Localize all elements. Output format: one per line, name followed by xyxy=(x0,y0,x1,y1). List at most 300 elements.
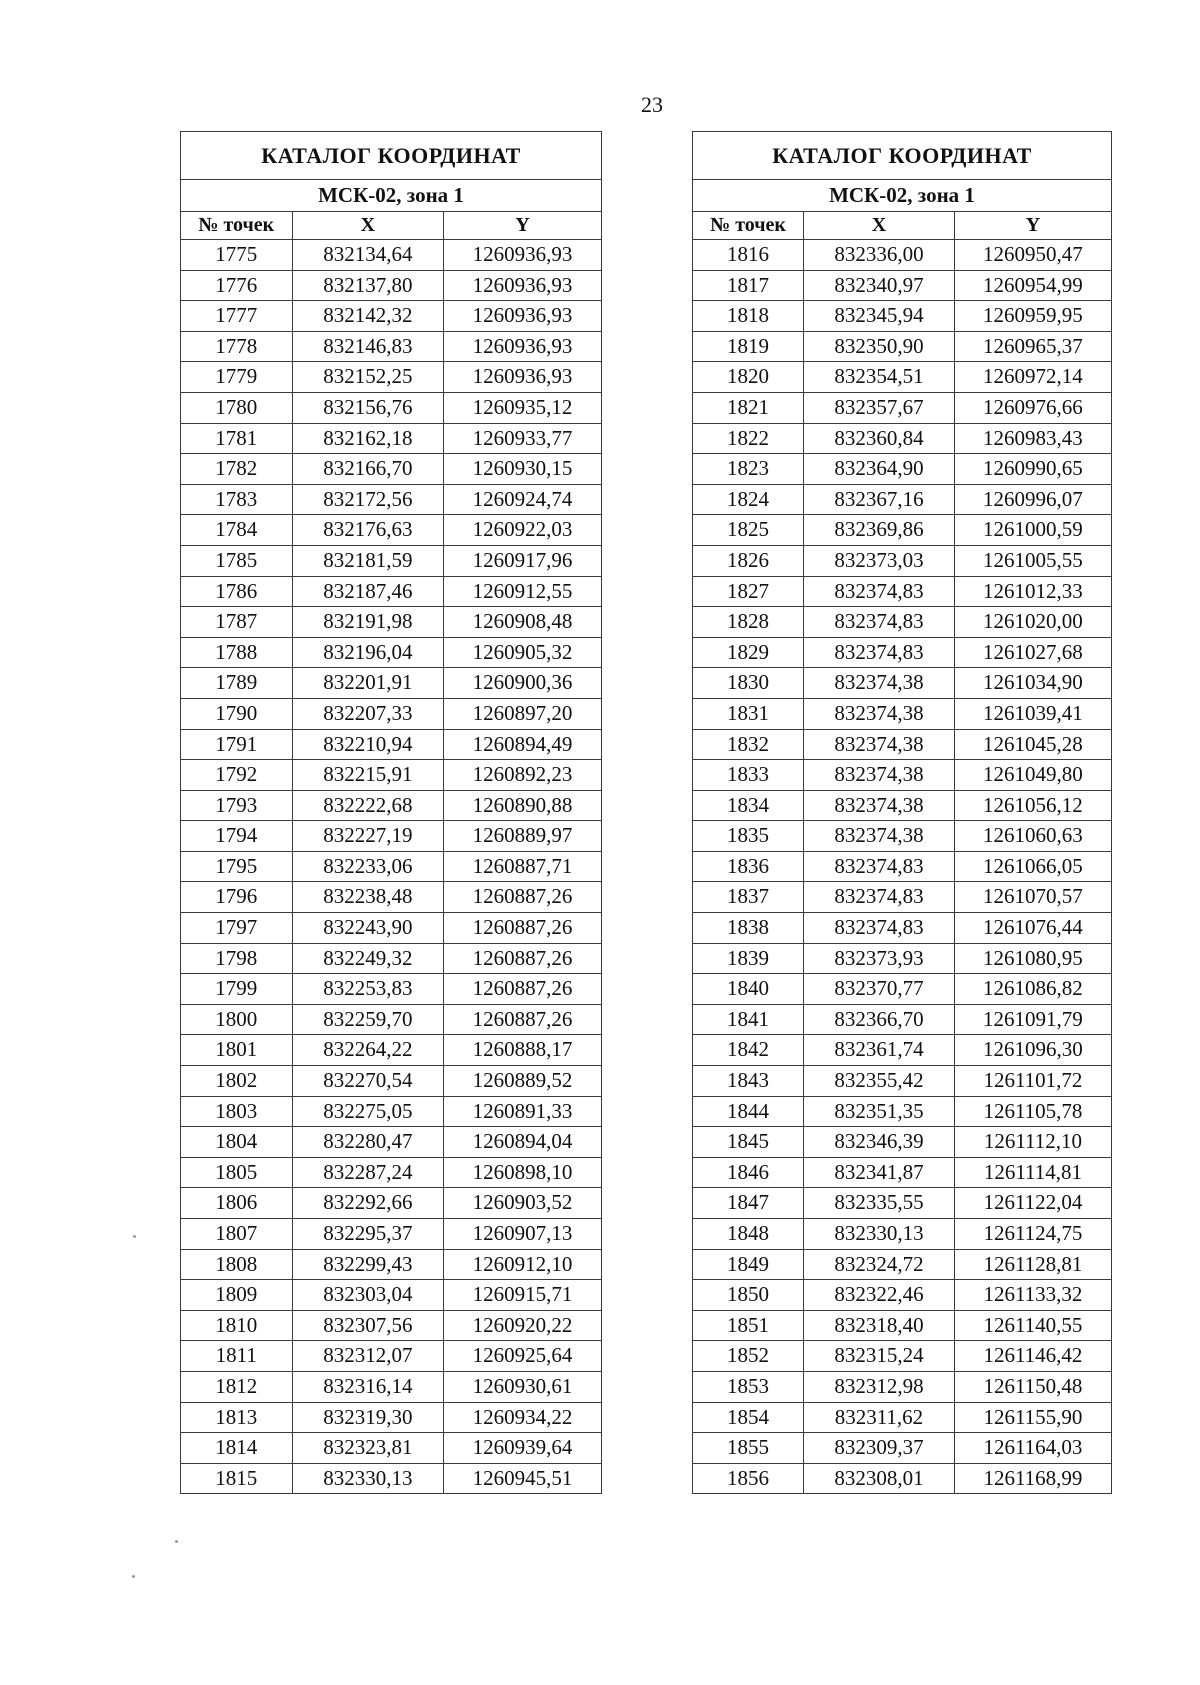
y-coordinate-cell: 1261112,10 xyxy=(954,1127,1111,1158)
x-coordinate-cell: 832330,13 xyxy=(292,1463,444,1494)
x-coordinate-cell: 832374,38 xyxy=(804,821,955,852)
point-number-cell: 1798 xyxy=(181,943,293,974)
table-row xyxy=(181,821,602,852)
table-row xyxy=(181,1004,602,1035)
x-coordinate-cell: 832355,42 xyxy=(804,1066,955,1097)
x-coordinate-cell: 832324,72 xyxy=(804,1249,955,1280)
table-row xyxy=(693,515,1112,546)
table-row xyxy=(693,637,1112,668)
y-coordinate-cell: 1260959,95 xyxy=(954,301,1111,332)
table-row xyxy=(693,974,1112,1005)
point-number-cell: 1828 xyxy=(693,607,804,638)
y-coordinate-cell: 1260939,64 xyxy=(444,1433,602,1464)
x-coordinate-cell: 832196,04 xyxy=(292,637,444,668)
point-number-cell: 1843 xyxy=(693,1066,804,1097)
table-row xyxy=(181,240,602,271)
table-row xyxy=(181,484,602,515)
x-coordinate-cell: 832280,47 xyxy=(292,1127,444,1158)
column-header-x: X xyxy=(292,212,444,240)
coordinate-system-label: МСК-02, зона 1 xyxy=(693,180,1112,212)
point-number-cell: 1794 xyxy=(181,821,293,852)
point-number-cell: 1782 xyxy=(181,454,293,485)
point-number-cell: 1824 xyxy=(693,484,804,515)
y-coordinate-cell: 1260965,37 xyxy=(954,331,1111,362)
table-row xyxy=(693,576,1112,607)
table-row xyxy=(693,362,1112,393)
table-row xyxy=(693,1219,1112,1250)
coordinate-system-label: МСК-02, зона 1 xyxy=(181,180,602,212)
table-row xyxy=(181,1402,602,1433)
table-row xyxy=(693,729,1112,760)
y-coordinate-cell: 1260892,23 xyxy=(444,760,602,791)
point-number-cell: 1793 xyxy=(181,790,293,821)
table-row xyxy=(181,974,602,1005)
table-row xyxy=(693,240,1112,271)
table-row xyxy=(181,1371,602,1402)
left-coordinate-catalog xyxy=(180,131,602,1494)
scan-speck xyxy=(132,1575,135,1578)
table-title-row xyxy=(693,132,1112,180)
table-row xyxy=(181,1463,602,1494)
point-number-cell: 1804 xyxy=(181,1127,293,1158)
x-coordinate-cell: 832335,55 xyxy=(804,1188,955,1219)
point-number-cell: 1819 xyxy=(693,331,804,362)
point-number-cell: 1790 xyxy=(181,698,293,729)
x-coordinate-cell: 832367,16 xyxy=(804,484,955,515)
table-row xyxy=(181,943,602,974)
x-coordinate-cell: 832215,91 xyxy=(292,760,444,791)
y-coordinate-cell: 1260954,99 xyxy=(954,270,1111,301)
x-coordinate-cell: 832166,70 xyxy=(292,454,444,485)
x-coordinate-cell: 832137,80 xyxy=(292,270,444,301)
y-coordinate-cell: 1260897,20 xyxy=(444,698,602,729)
coordinate-table-left xyxy=(180,131,602,1494)
point-number-cell: 1805 xyxy=(181,1157,293,1188)
x-coordinate-cell: 832350,90 xyxy=(804,331,955,362)
table-row xyxy=(181,392,602,423)
table-row xyxy=(693,270,1112,301)
table-row xyxy=(181,1433,602,1464)
x-coordinate-cell: 832340,97 xyxy=(804,270,955,301)
point-number-cell: 1786 xyxy=(181,576,293,607)
x-coordinate-cell: 832316,14 xyxy=(292,1371,444,1402)
y-coordinate-cell: 1260908,48 xyxy=(444,607,602,638)
table-row xyxy=(181,331,602,362)
y-coordinate-cell: 1261122,04 xyxy=(954,1188,1111,1219)
table-row xyxy=(693,882,1112,913)
x-coordinate-cell: 832207,33 xyxy=(292,698,444,729)
x-coordinate-cell: 832299,43 xyxy=(292,1249,444,1280)
y-coordinate-cell: 1261105,78 xyxy=(954,1096,1111,1127)
scan-speck xyxy=(133,1235,136,1238)
table-row xyxy=(181,454,602,485)
table-row xyxy=(181,1127,602,1158)
column-header-y: Y xyxy=(444,212,602,240)
x-coordinate-cell: 832323,81 xyxy=(292,1433,444,1464)
y-coordinate-cell: 1260996,07 xyxy=(954,484,1111,515)
y-coordinate-cell: 1260972,14 xyxy=(954,362,1111,393)
y-coordinate-cell: 1260922,03 xyxy=(444,515,602,546)
x-coordinate-cell: 832374,38 xyxy=(804,698,955,729)
point-number-cell: 1779 xyxy=(181,362,293,393)
table-row xyxy=(181,882,602,913)
y-coordinate-cell: 1260912,55 xyxy=(444,576,602,607)
y-coordinate-cell: 1261091,79 xyxy=(954,1004,1111,1035)
point-number-cell: 1847 xyxy=(693,1188,804,1219)
table-title: КАТАЛОГ КООРДИНАТ xyxy=(693,132,1112,180)
x-coordinate-cell: 832369,86 xyxy=(804,515,955,546)
point-number-cell: 1855 xyxy=(693,1433,804,1464)
y-coordinate-cell: 1260900,36 xyxy=(444,668,602,699)
x-coordinate-cell: 832259,70 xyxy=(292,1004,444,1035)
point-number-cell: 1796 xyxy=(181,882,293,913)
table-row xyxy=(181,576,602,607)
point-number-cell: 1856 xyxy=(693,1463,804,1494)
y-coordinate-cell: 1260887,26 xyxy=(444,1004,602,1035)
table-subtitle-row xyxy=(693,180,1112,212)
x-coordinate-cell: 832312,07 xyxy=(292,1341,444,1372)
y-coordinate-cell: 1260887,71 xyxy=(444,851,602,882)
x-coordinate-cell: 832233,06 xyxy=(292,851,444,882)
x-coordinate-cell: 832249,32 xyxy=(292,943,444,974)
x-coordinate-cell: 832309,37 xyxy=(804,1433,955,1464)
point-number-cell: 1837 xyxy=(693,882,804,913)
table-row xyxy=(181,851,602,882)
x-coordinate-cell: 832210,94 xyxy=(292,729,444,760)
y-coordinate-cell: 1261039,41 xyxy=(954,698,1111,729)
table-row xyxy=(181,1280,602,1311)
table-subtitle-row xyxy=(181,180,602,212)
table-row xyxy=(181,423,602,454)
y-coordinate-cell: 1260903,52 xyxy=(444,1188,602,1219)
table-row xyxy=(693,851,1112,882)
point-number-cell: 1792 xyxy=(181,760,293,791)
y-coordinate-cell: 1261101,72 xyxy=(954,1066,1111,1097)
point-number-cell: 1810 xyxy=(181,1310,293,1341)
point-number-cell: 1850 xyxy=(693,1280,804,1311)
table-row xyxy=(181,698,602,729)
x-coordinate-cell: 832308,01 xyxy=(804,1463,955,1494)
y-coordinate-cell: 1261164,03 xyxy=(954,1433,1111,1464)
x-coordinate-cell: 832292,66 xyxy=(292,1188,444,1219)
x-coordinate-cell: 832373,93 xyxy=(804,943,955,974)
point-number-cell: 1800 xyxy=(181,1004,293,1035)
x-coordinate-cell: 832311,62 xyxy=(804,1402,955,1433)
point-number-cell: 1783 xyxy=(181,484,293,515)
y-coordinate-cell: 1261096,30 xyxy=(954,1035,1111,1066)
table-row xyxy=(181,668,602,699)
x-coordinate-cell: 832374,38 xyxy=(804,668,955,699)
x-coordinate-cell: 832191,98 xyxy=(292,607,444,638)
y-coordinate-cell: 1261146,42 xyxy=(954,1341,1111,1372)
coordinate-table-right xyxy=(692,131,1112,1494)
point-number-cell: 1801 xyxy=(181,1035,293,1066)
table-row xyxy=(693,1433,1112,1464)
point-number-cell: 1778 xyxy=(181,331,293,362)
y-coordinate-cell: 1260887,26 xyxy=(444,882,602,913)
y-coordinate-cell: 1261086,82 xyxy=(954,974,1111,1005)
point-number-cell: 1813 xyxy=(181,1402,293,1433)
point-number-cell: 1797 xyxy=(181,913,293,944)
x-coordinate-cell: 832322,46 xyxy=(804,1280,955,1311)
x-coordinate-cell: 832152,25 xyxy=(292,362,444,393)
page-number: 23 xyxy=(641,92,663,117)
table-row xyxy=(181,301,602,332)
point-number-cell: 1831 xyxy=(693,698,804,729)
y-coordinate-cell: 1261076,44 xyxy=(954,913,1111,944)
x-coordinate-cell: 832172,56 xyxy=(292,484,444,515)
table-row xyxy=(181,545,602,576)
table-row xyxy=(693,392,1112,423)
x-coordinate-cell: 832227,19 xyxy=(292,821,444,852)
point-number-cell: 1785 xyxy=(181,545,293,576)
x-coordinate-cell: 832374,38 xyxy=(804,729,955,760)
y-coordinate-cell: 1261056,12 xyxy=(954,790,1111,821)
point-number-cell: 1803 xyxy=(181,1096,293,1127)
point-number-cell: 1842 xyxy=(693,1035,804,1066)
y-coordinate-cell: 1261155,90 xyxy=(954,1402,1111,1433)
x-coordinate-cell: 832374,83 xyxy=(804,913,955,944)
table-row xyxy=(693,913,1112,944)
y-coordinate-cell: 1260917,96 xyxy=(444,545,602,576)
x-coordinate-cell: 832364,90 xyxy=(804,454,955,485)
table-row xyxy=(693,760,1112,791)
table-row xyxy=(693,790,1112,821)
column-header-x: X xyxy=(804,212,955,240)
x-coordinate-cell: 832351,35 xyxy=(804,1096,955,1127)
table-row xyxy=(693,1157,1112,1188)
point-number-cell: 1777 xyxy=(181,301,293,332)
column-header-row xyxy=(693,212,1112,240)
x-coordinate-cell: 832374,83 xyxy=(804,851,955,882)
point-number-cell: 1846 xyxy=(693,1157,804,1188)
x-coordinate-cell: 832187,46 xyxy=(292,576,444,607)
point-number-cell: 1809 xyxy=(181,1280,293,1311)
point-number-cell: 1825 xyxy=(693,515,804,546)
x-coordinate-cell: 832374,38 xyxy=(804,760,955,791)
y-coordinate-cell: 1260915,71 xyxy=(444,1280,602,1311)
table-title-row xyxy=(181,132,602,180)
y-coordinate-cell: 1260894,49 xyxy=(444,729,602,760)
scan-speck xyxy=(175,1540,178,1543)
y-coordinate-cell: 1261027,68 xyxy=(954,637,1111,668)
point-number-cell: 1791 xyxy=(181,729,293,760)
point-number-cell: 1827 xyxy=(693,576,804,607)
table-row xyxy=(693,698,1112,729)
y-coordinate-cell: 1260933,77 xyxy=(444,423,602,454)
point-number-cell: 1817 xyxy=(693,270,804,301)
x-coordinate-cell: 832360,84 xyxy=(804,423,955,454)
point-number-cell: 1844 xyxy=(693,1096,804,1127)
table-row xyxy=(693,1004,1112,1035)
x-coordinate-cell: 832243,90 xyxy=(292,913,444,944)
point-number-cell: 1795 xyxy=(181,851,293,882)
y-coordinate-cell: 1261045,28 xyxy=(954,729,1111,760)
y-coordinate-cell: 1260912,10 xyxy=(444,1249,602,1280)
y-coordinate-cell: 1261034,90 xyxy=(954,668,1111,699)
table-row xyxy=(181,1157,602,1188)
point-number-cell: 1812 xyxy=(181,1371,293,1402)
column-header-point-number: № точек xyxy=(693,212,804,240)
y-coordinate-cell: 1260934,22 xyxy=(444,1402,602,1433)
point-number-cell: 1836 xyxy=(693,851,804,882)
table-row xyxy=(181,607,602,638)
point-number-cell: 1830 xyxy=(693,668,804,699)
point-number-cell: 1799 xyxy=(181,974,293,1005)
y-coordinate-cell: 1261133,32 xyxy=(954,1280,1111,1311)
point-number-cell: 1840 xyxy=(693,974,804,1005)
y-coordinate-cell: 1260945,51 xyxy=(444,1463,602,1494)
x-coordinate-cell: 832222,68 xyxy=(292,790,444,821)
table-row xyxy=(181,1310,602,1341)
table-row xyxy=(693,1280,1112,1311)
table-row xyxy=(181,362,602,393)
table-row xyxy=(693,821,1112,852)
point-number-cell: 1833 xyxy=(693,760,804,791)
table-row xyxy=(693,1341,1112,1372)
x-coordinate-cell: 832366,70 xyxy=(804,1004,955,1035)
point-number-cell: 1841 xyxy=(693,1004,804,1035)
column-header-row xyxy=(181,212,602,240)
x-coordinate-cell: 832181,59 xyxy=(292,545,444,576)
table-row xyxy=(693,1402,1112,1433)
x-coordinate-cell: 832346,39 xyxy=(804,1127,955,1158)
y-coordinate-cell: 1260898,10 xyxy=(444,1157,602,1188)
x-coordinate-cell: 832336,00 xyxy=(804,240,955,271)
table-row xyxy=(693,1096,1112,1127)
point-number-cell: 1811 xyxy=(181,1341,293,1372)
y-coordinate-cell: 1261114,81 xyxy=(954,1157,1111,1188)
y-coordinate-cell: 1260950,47 xyxy=(954,240,1111,271)
point-number-cell: 1839 xyxy=(693,943,804,974)
table-row xyxy=(181,1035,602,1066)
point-number-cell: 1835 xyxy=(693,821,804,852)
table-row xyxy=(181,270,602,301)
y-coordinate-cell: 1260890,88 xyxy=(444,790,602,821)
x-coordinate-cell: 832354,51 xyxy=(804,362,955,393)
point-number-cell: 1853 xyxy=(693,1371,804,1402)
y-coordinate-cell: 1260990,65 xyxy=(954,454,1111,485)
table-row xyxy=(693,545,1112,576)
point-number-cell: 1784 xyxy=(181,515,293,546)
table-row xyxy=(693,423,1112,454)
point-number-cell: 1845 xyxy=(693,1127,804,1158)
x-coordinate-cell: 832287,24 xyxy=(292,1157,444,1188)
column-header-point-number: № точек xyxy=(181,212,293,240)
y-coordinate-cell: 1260894,04 xyxy=(444,1127,602,1158)
point-number-cell: 1780 xyxy=(181,392,293,423)
y-coordinate-cell: 1260936,93 xyxy=(444,240,602,271)
point-number-cell: 1808 xyxy=(181,1249,293,1280)
y-coordinate-cell: 1261066,05 xyxy=(954,851,1111,882)
y-coordinate-cell: 1261012,33 xyxy=(954,576,1111,607)
point-number-cell: 1829 xyxy=(693,637,804,668)
point-number-cell: 1821 xyxy=(693,392,804,423)
x-coordinate-cell: 832264,22 xyxy=(292,1035,444,1066)
table-row xyxy=(181,1341,602,1372)
x-coordinate-cell: 832374,83 xyxy=(804,637,955,668)
point-number-cell: 1852 xyxy=(693,1341,804,1372)
right-coordinate-catalog xyxy=(692,131,1112,1494)
y-coordinate-cell: 1260983,43 xyxy=(954,423,1111,454)
point-number-cell: 1832 xyxy=(693,729,804,760)
y-coordinate-cell: 1260891,33 xyxy=(444,1096,602,1127)
x-coordinate-cell: 832330,13 xyxy=(804,1219,955,1250)
x-coordinate-cell: 832319,30 xyxy=(292,1402,444,1433)
point-number-cell: 1814 xyxy=(181,1433,293,1464)
x-coordinate-cell: 832345,94 xyxy=(804,301,955,332)
point-number-cell: 1822 xyxy=(693,423,804,454)
y-coordinate-cell: 1260976,66 xyxy=(954,392,1111,423)
column-header-y: Y xyxy=(954,212,1111,240)
y-coordinate-cell: 1260887,26 xyxy=(444,943,602,974)
x-coordinate-cell: 832270,54 xyxy=(292,1066,444,1097)
table-row xyxy=(693,668,1112,699)
y-coordinate-cell: 1261124,75 xyxy=(954,1219,1111,1250)
x-coordinate-cell: 832303,04 xyxy=(292,1280,444,1311)
y-coordinate-cell: 1260930,15 xyxy=(444,454,602,485)
x-coordinate-cell: 832312,98 xyxy=(804,1371,955,1402)
table-title: КАТАЛОГ КООРДИНАТ xyxy=(181,132,602,180)
table-row xyxy=(693,943,1112,974)
y-coordinate-cell: 1261005,55 xyxy=(954,545,1111,576)
x-coordinate-cell: 832374,38 xyxy=(804,790,955,821)
x-coordinate-cell: 832134,64 xyxy=(292,240,444,271)
y-coordinate-cell: 1260930,61 xyxy=(444,1371,602,1402)
point-number-cell: 1820 xyxy=(693,362,804,393)
x-coordinate-cell: 832357,67 xyxy=(804,392,955,423)
point-number-cell: 1854 xyxy=(693,1402,804,1433)
y-coordinate-cell: 1260936,93 xyxy=(444,270,602,301)
point-number-cell: 1823 xyxy=(693,454,804,485)
x-coordinate-cell: 832318,40 xyxy=(804,1310,955,1341)
x-coordinate-cell: 832307,56 xyxy=(292,1310,444,1341)
point-number-cell: 1815 xyxy=(181,1463,293,1494)
y-coordinate-cell: 1260907,13 xyxy=(444,1219,602,1250)
point-number-cell: 1789 xyxy=(181,668,293,699)
y-coordinate-cell: 1261000,59 xyxy=(954,515,1111,546)
table-row xyxy=(181,790,602,821)
x-coordinate-cell: 832201,91 xyxy=(292,668,444,699)
y-coordinate-cell: 1260889,52 xyxy=(444,1066,602,1097)
table-row xyxy=(693,1188,1112,1219)
table-row xyxy=(181,729,602,760)
y-coordinate-cell: 1261080,95 xyxy=(954,943,1111,974)
point-number-cell: 1834 xyxy=(693,790,804,821)
table-row xyxy=(181,1219,602,1250)
point-number-cell: 1781 xyxy=(181,423,293,454)
table-row xyxy=(181,1096,602,1127)
table-row xyxy=(693,331,1112,362)
y-coordinate-cell: 1260936,93 xyxy=(444,362,602,393)
point-number-cell: 1838 xyxy=(693,913,804,944)
y-coordinate-cell: 1261140,55 xyxy=(954,1310,1111,1341)
x-coordinate-cell: 832315,24 xyxy=(804,1341,955,1372)
y-coordinate-cell: 1260889,97 xyxy=(444,821,602,852)
table-row xyxy=(693,484,1112,515)
x-coordinate-cell: 832253,83 xyxy=(292,974,444,1005)
y-coordinate-cell: 1261128,81 xyxy=(954,1249,1111,1280)
table-row xyxy=(181,1066,602,1097)
point-number-cell: 1851 xyxy=(693,1310,804,1341)
table-row xyxy=(181,515,602,546)
table-row xyxy=(693,301,1112,332)
table-row xyxy=(693,1249,1112,1280)
x-coordinate-cell: 832341,87 xyxy=(804,1157,955,1188)
x-coordinate-cell: 832374,83 xyxy=(804,607,955,638)
table-row xyxy=(693,1127,1112,1158)
x-coordinate-cell: 832374,83 xyxy=(804,576,955,607)
